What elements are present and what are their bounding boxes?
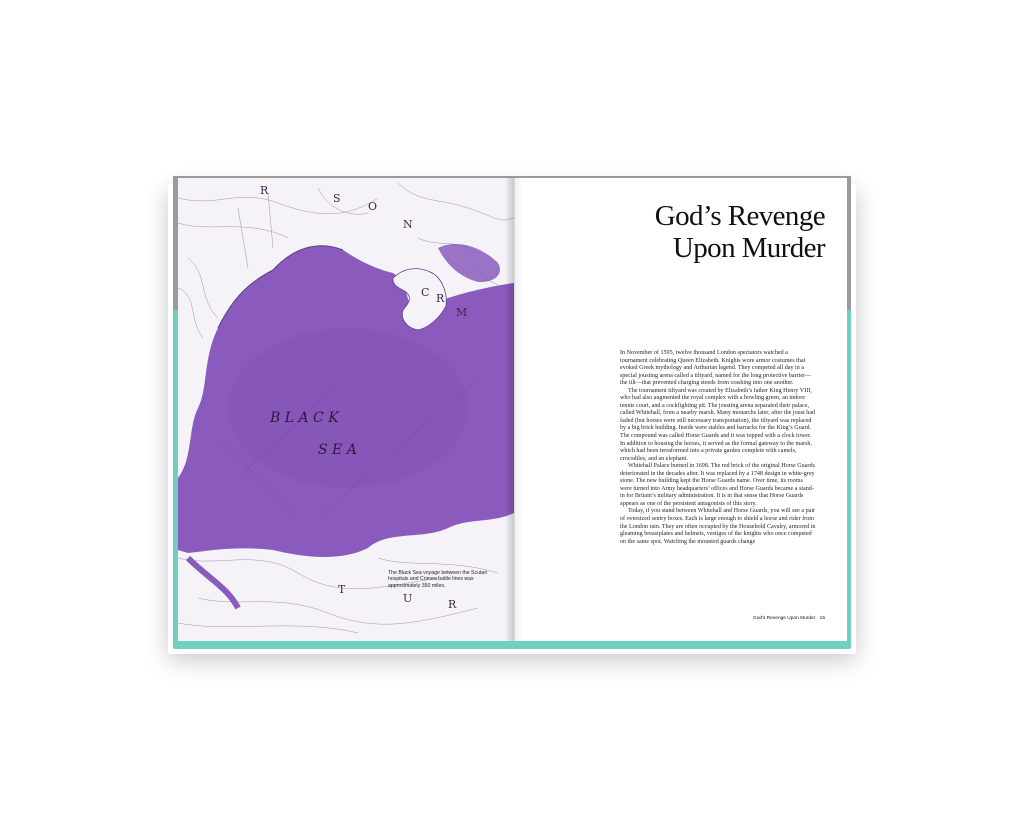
- map-region-letter: R: [436, 292, 445, 305]
- map-region-letter: S: [333, 192, 341, 205]
- map-region-letter: N: [403, 218, 413, 231]
- map-region-letter: M: [456, 306, 468, 319]
- right-page-text: [514, 178, 847, 641]
- chapter-body: [620, 350, 816, 546]
- running-head: God’s Revenge Upon Murder: [753, 616, 816, 621]
- page-number: 15: [819, 616, 825, 621]
- map-region-letter: O: [368, 200, 378, 213]
- chapter-title-line-1: God’s Revenge: [654, 200, 825, 232]
- map-region-letter: C: [421, 286, 430, 299]
- chapter-title: [655, 200, 825, 264]
- body-paragraph: Whitehall Palace burned in 1698. The red brick of the original Horse Guards deteriorated in the decades after. It was replaced by a 1748 design in white-grey stone. The new building kept the Horse Guards name. Over time, its rooms were turned into Army headquarters’ offices and Horse Guards became a stand-in for Britain’s military administration. It is in that sense that Horse Guards appears as one of the persistent antagonists of this story.: [620, 463, 815, 507]
- sea-label-sea: S E A: [318, 442, 357, 458]
- sea-label-black: B L A C K: [270, 410, 339, 426]
- page-footer: [753, 616, 825, 621]
- map-region-letter: U: [403, 592, 413, 605]
- map-region-letter: T: [338, 583, 346, 596]
- body-paragraph: Today, if you stand between Whitehall and Horse Guards, you will see a pair of oversized sentry boxes. Each is large enough to shield a horse and rider from the London rain. They are often occupied by the Household Cavalry, armored in gleaming breastplates and helmets, vestiges of the knights who once competed on the same spot. Watching the mounted guards change: [620, 508, 816, 545]
- body-paragraph: The tournament tiltyard was created by Elizabeth’s father King Henry VIII, who had also augmented the royal complex with a bowling green, an indoor tennis court, and a cockfighting pit. The jousting arena separated their palace, called Whitehall, from a nearby marsh. Many monarchs later, after the joust had faded (but horses were still necessary transportation), the tiltyard was replaced by a big brick building. Inside were stables and barracks for the King’s Guard. The compound was called Horse Guards and it was topped with a clock tower. In addition to housing the horses, it served as the formal gateway to the marsh, which had been terraformed into a private garden complete with camels, crocodiles, and an elephant.: [620, 387, 816, 462]
- map-caption: The Black Sea voyage between the Scutari hospitals and Crimea battle lines was approximately 350 miles.: [388, 570, 488, 589]
- map-region-letter: R: [448, 598, 457, 611]
- chapter-title-line-2: Upon Murder: [672, 232, 825, 264]
- body-paragraph: In November of 1595, twelve thousand London spectators watched a tournament celebrating Queen Elizabeth. Knights wore armor costumes that evoked Greek mythology and Arthurian legend. They competed all day in a special jousting arena called a tiltyard, named for the long protective barrier—the tilt—that prevented charging steeds from crashing into one another.: [620, 350, 812, 387]
- map-region-letter: R: [260, 184, 269, 197]
